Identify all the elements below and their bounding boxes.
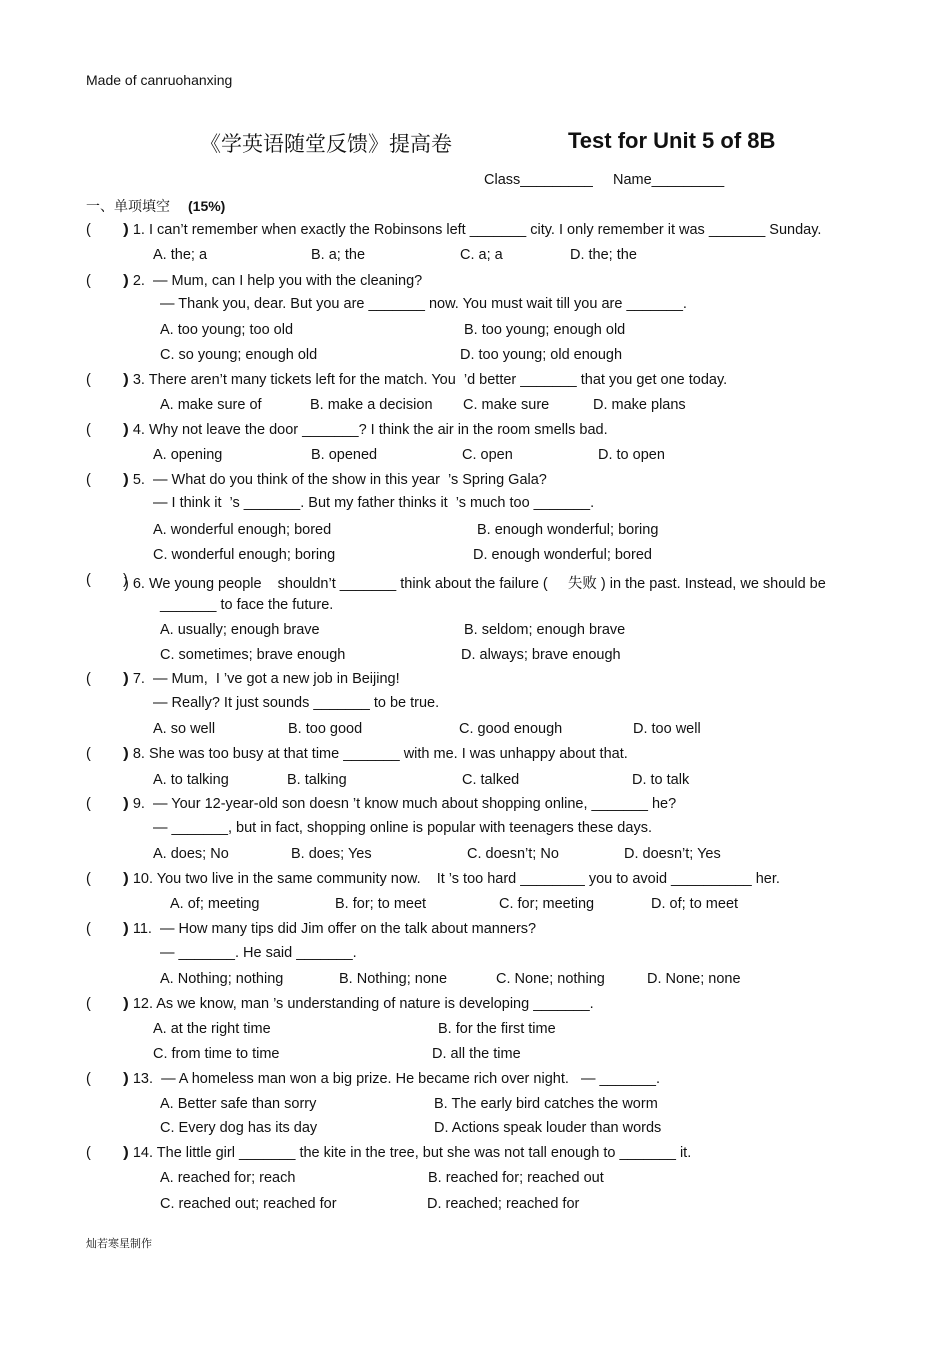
- question-stem-2: ) 2. — Mum, can I help you with the cleaning?: [124, 273, 423, 289]
- option-7-a: A. so well: [153, 721, 216, 737]
- answer-paren-11: ( ): [86, 921, 128, 937]
- option-13-d: D. Actions speak louder than words: [434, 1120, 662, 1136]
- option-5-b: B. enough wonderful; boring: [477, 522, 659, 538]
- question-stem-3: ) 3. There aren’t many tickets left for the match. You ’d better _______ that you get one today.: [124, 372, 728, 388]
- option-3-c: C. make sure: [463, 397, 550, 413]
- option-9-c: C. doesn’t; No: [467, 846, 559, 862]
- question-stem-11: ) 11. — How many tips did Jim offer on the talk about manners?: [124, 921, 537, 937]
- option-3-b: B. make a decision: [310, 397, 433, 413]
- question-continuation-5: — I think it ’s _______. But my father thinks it ’s much too _______.: [153, 495, 595, 511]
- answer-paren-3: ( ): [86, 372, 128, 388]
- option-13-c: C. Every dog has its day: [160, 1120, 318, 1136]
- option-8-c: C. talked: [462, 772, 520, 788]
- option-6-b: B. seldom; enough brave: [464, 622, 626, 638]
- option-7-c: C. good enough: [459, 721, 563, 737]
- option-2-b: B. too young; enough old: [464, 322, 626, 338]
- option-10-a: A. of; meeting: [170, 896, 260, 912]
- option-13-a: A. Better safe than sorry: [160, 1096, 317, 1112]
- option-10-d: D. of; to meet: [651, 896, 739, 912]
- answer-paren-4: ( ): [86, 422, 128, 438]
- answer-paren-9: ( ): [86, 796, 128, 812]
- option-3-a: A. make sure of: [160, 397, 262, 413]
- option-10-b: B. for; to meet: [335, 896, 427, 912]
- option-5-d: D. enough wonderful; bored: [473, 547, 652, 563]
- class-name-line: Class_________ Name_________: [484, 172, 725, 188]
- option-1-c: C. a; a: [460, 247, 503, 263]
- answer-paren-7: ( ): [86, 671, 128, 687]
- option-6-c: C. sometimes; brave enough: [160, 647, 346, 663]
- question-continuation-2: — Thank you, dear. But you are _______ now. You must wait till you are _______.: [160, 296, 687, 312]
- question-stem-5: ) 5. — What do you think of the show in this year ’s Spring Gala?: [124, 472, 547, 488]
- question-stem-13: ) 13. — A homeless man won a big prize. He became rich over night. — _______.: [124, 1071, 660, 1087]
- option-9-a: A. does; No: [153, 846, 229, 862]
- question-stem-6: ) 6. We young people shouldn’t _______ think about the failure ( 失败 ) in the past. Instead, we should be: [124, 576, 826, 592]
- answer-paren-6: ( ): [86, 572, 128, 588]
- question-stem-12: ) 12. As we know, man ’s understanding of nature is developing _______.: [124, 996, 594, 1012]
- option-6-d: D. always; brave enough: [461, 647, 621, 663]
- question-continuation-6: _______ to face the future.: [160, 597, 334, 613]
- answer-paren-13: ( ): [86, 1071, 128, 1087]
- page-footer: 灿若寒星制作: [86, 1237, 152, 1250]
- option-14-c: C. reached out; reached for: [160, 1196, 337, 1212]
- option-10-c: C. for; meeting: [499, 896, 595, 912]
- option-12-b: B. for the first time: [438, 1021, 556, 1037]
- option-8-d: D. to talk: [632, 772, 690, 788]
- question-stem-1: ) 1. I can’t remember when exactly the Robinsons left _______ city. I only remember it was _______ Sunday.: [124, 222, 822, 238]
- option-5-a: A. wonderful enough; bored: [153, 522, 332, 538]
- option-14-b: B. reached for; reached out: [428, 1170, 604, 1186]
- option-11-a: A. Nothing; nothing: [160, 971, 284, 987]
- option-4-b: B. opened: [311, 447, 378, 463]
- answer-paren-14: ( ): [86, 1145, 128, 1161]
- section-points: (15%): [188, 198, 226, 214]
- option-6-a: A. usually; enough brave: [160, 622, 320, 638]
- option-4-a: A. opening: [153, 447, 223, 463]
- option-2-c: C. so young; enough old: [160, 347, 318, 363]
- title-chinese: 《学英语随堂反馈》提高卷: [200, 132, 452, 156]
- option-7-b: B. too good: [288, 721, 363, 737]
- answer-paren-5: ( ): [86, 472, 128, 488]
- option-1-a: A. the; a: [153, 247, 208, 263]
- question-continuation-11: — _______. He said _______.: [160, 945, 357, 961]
- option-2-a: A. too young; too old: [160, 322, 294, 338]
- option-3-d: D. make plans: [593, 397, 686, 413]
- option-11-d: D. None; none: [647, 971, 741, 987]
- option-12-d: D. all the time: [432, 1046, 521, 1062]
- section-heading: [86, 196, 225, 216]
- option-1-d: D. the; the: [570, 247, 637, 263]
- option-8-a: A. to talking: [153, 772, 229, 788]
- option-9-b: B. does; Yes: [291, 846, 372, 862]
- option-12-a: A. at the right time: [153, 1021, 271, 1037]
- question-stem-4: ) 4. Why not leave the door _______? I think the air in the room smells bad.: [124, 422, 608, 438]
- option-8-b: B. talking: [287, 772, 347, 788]
- option-9-d: D. doesn’t; Yes: [624, 846, 721, 862]
- option-7-d: D. too well: [633, 721, 701, 737]
- answer-paren-10: ( ): [86, 871, 128, 887]
- option-14-a: A. reached for; reach: [160, 1170, 296, 1186]
- question-continuation-7: — Really? It just sounds _______ to be true.: [153, 695, 440, 711]
- question-stem-7: ) 7. — Mum, I ’ve got a new job in Beijing!: [124, 671, 400, 687]
- section-title: 一、单项填空: [86, 199, 170, 215]
- answer-paren-1: ( ): [86, 222, 128, 238]
- title-english: Test for Unit 5 of 8B: [568, 128, 776, 153]
- option-11-c: C. None; nothing: [496, 971, 605, 987]
- page-header: Made of canruohanxing: [86, 72, 233, 88]
- question-continuation-9: — _______, but in fact, shopping online is popular with teenagers these days.: [153, 820, 652, 836]
- question-stem-10: ) 10. You two live in the same community now. It ’s too hard ________ you to avoid __________ her.: [124, 871, 780, 887]
- option-4-c: C. open: [462, 447, 513, 463]
- question-stem-8: ) 8. She was too busy at that time _______ with me. I was unhappy about that.: [124, 746, 628, 762]
- answer-paren-8: ( ): [86, 746, 128, 762]
- option-11-b: B. Nothing; none: [339, 971, 448, 987]
- question-stem-14: ) 14. The little girl _______ the kite in the tree, but she was not tall enough to _______ it.: [124, 1145, 692, 1161]
- option-12-c: C. from time to time: [153, 1046, 280, 1062]
- option-5-c: C. wonderful enough; boring: [153, 547, 336, 563]
- option-1-b: B. a; the: [311, 247, 366, 263]
- answer-paren-12: ( ): [86, 996, 128, 1012]
- answer-paren-2: ( ): [86, 273, 128, 289]
- question-stem-9: ) 9. — Your 12-year-old son doesn ’t know much about shopping online, _______ he?: [124, 796, 677, 812]
- option-13-b: B. The early bird catches the worm: [434, 1096, 658, 1112]
- option-2-d: D. too young; old enough: [460, 347, 623, 363]
- option-14-d: D. reached; reached for: [427, 1196, 580, 1212]
- option-4-d: D. to open: [598, 447, 665, 463]
